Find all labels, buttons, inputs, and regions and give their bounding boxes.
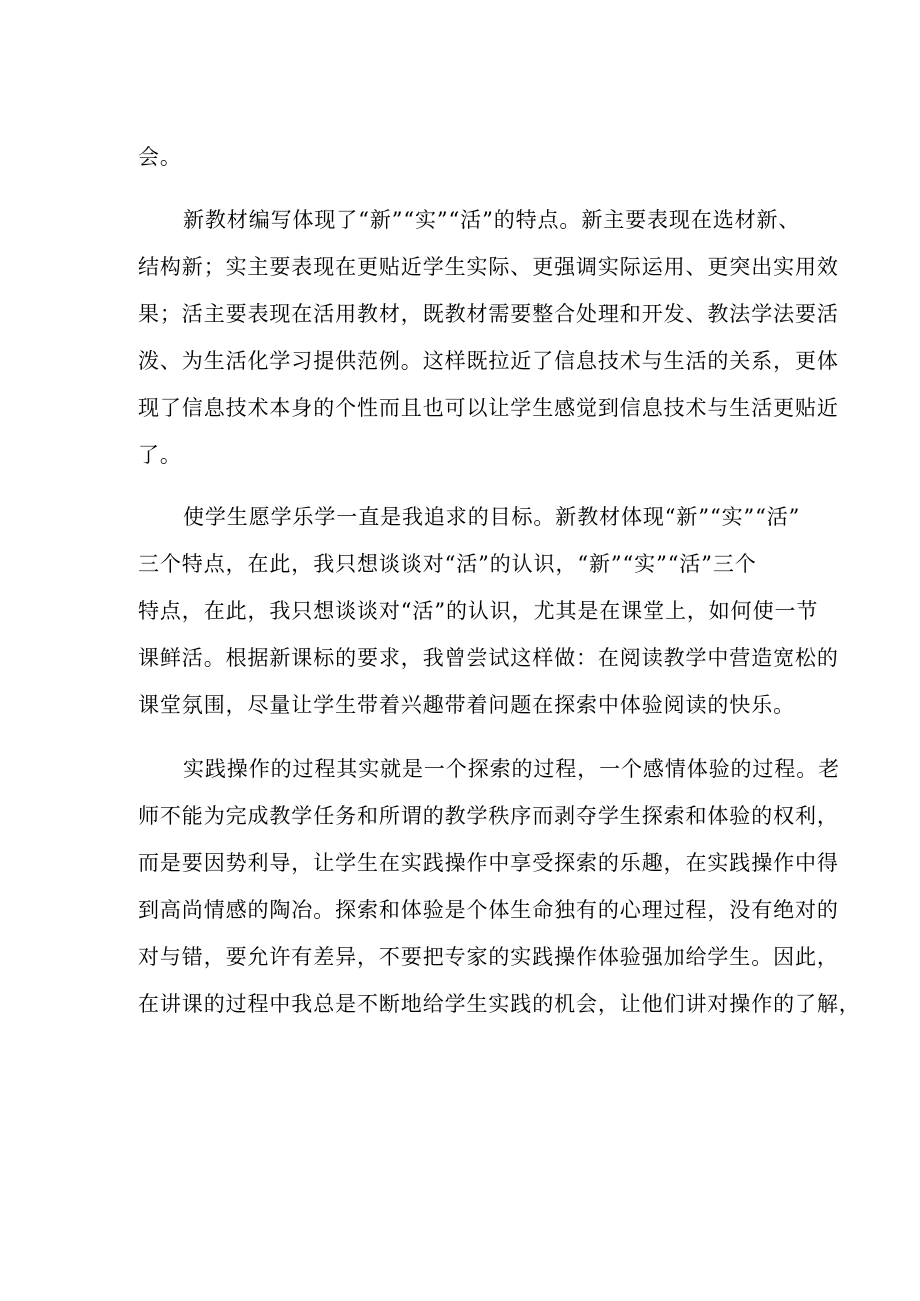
text-line: 新教材编写体现了“新”“实”“活”的特点。新主要表现在选材新、 — [183, 208, 801, 232]
text-line: 特点，在此，我只想谈谈对“活”的认识，尤其是在课堂上，如何使一节 — [138, 599, 819, 623]
text-line: 在讲课的过程中我总是不断地给学生实践的机会，让他们讲对操作的了解， — [138, 992, 861, 1016]
text-line: 三个特点，在此，我只想谈谈对“活”的认识，“新”“实”“活”三个 — [138, 552, 757, 576]
text-line: 而是要因势利导，让学生在实践操作中享受探索的乐趣，在实践操作中得 — [138, 851, 839, 875]
text-line: 到高尚情感的陶冶。探索和体验是个体生命独有的心理过程，没有绝对的 — [138, 898, 839, 922]
text-line: 实践操作的过程其实就是一个探索的过程，一个感情体验的过程。老 — [183, 757, 840, 781]
text-line: 结构新；实主要表现在更贴近学生实际、更强调实际运用、更突出实用效 — [138, 255, 839, 279]
text-line: 会。 — [138, 145, 182, 169]
text-line: 现了信息技术本身的个性而且也可以让学生感觉到信息技术与生活更贴近 — [138, 396, 839, 420]
text-line: 果；活主要表现在活用教材，既教材需要整合处理和开发、教法学法要活 — [138, 302, 839, 326]
text-line: 对与错，要允许有差异，不要把专家的实践操作体验强加给学生。因此， — [138, 945, 839, 969]
text-line: 课鲜活。根据新课标的要求，我曾尝试这样做：在阅读教学中营造宽松的 — [138, 646, 839, 670]
text-line: 使学生愿学乐学一直是我追求的目标。新教材体现“新”“实”“活” — [183, 505, 801, 529]
text-line: 了。 — [138, 443, 182, 467]
text-line: 课堂氛围，尽量让学生带着兴趣带着问题在探索中体验阅读的快乐。 — [138, 693, 795, 717]
text-line: 师不能为完成教学任务和所谓的教学秩序而剥夺学生探索和体验的权利， — [138, 804, 839, 828]
text-line: 泼、为生活化学习提供范例。这样既拉近了信息技术与生活的关系，更体 — [138, 349, 839, 373]
